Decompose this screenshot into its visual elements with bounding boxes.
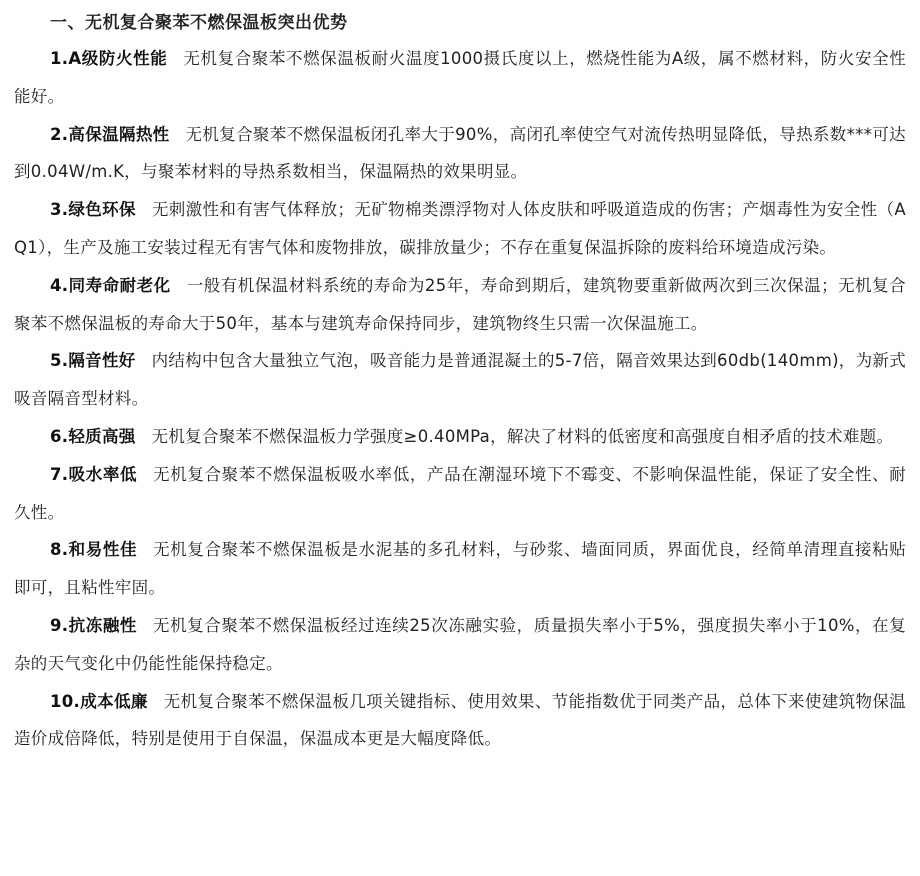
- advantage-item-2: [14, 116, 906, 192]
- item-title: A级防火性能: [68, 49, 168, 68]
- advantage-item-1: [14, 40, 906, 116]
- item-number: 8.: [50, 540, 69, 560]
- item-number: 5.: [50, 351, 69, 371]
- item-body: 无刺激性和有害气体释放；无矿物棉类漂浮物对人体皮肤和呼吸道造成的伤害；产烟毒性为安全性（AQ1），生产及施工安装过程无有害气体和废物排放，碳排放量少；不存在重复保温拆除的废料给环境造成污染。: [14, 200, 906, 257]
- item-number: 4.: [50, 275, 69, 295]
- item-number: 6.: [50, 426, 69, 446]
- item-title: 高保温隔热性: [68, 124, 170, 144]
- item-body: 无机复合聚苯不燃保温板是水泥基的多孔材料，与砂浆、墙面同质，界面优良，经简单清理直接粘贴即可，且粘性牢固。: [14, 540, 907, 598]
- advantage-item-3: [14, 191, 906, 267]
- advantage-item-4: [14, 267, 906, 343]
- advantage-item-10: [14, 683, 906, 759]
- item-body: 一般有机保温材料系统的寿命为25年，寿命到期后，建筑物要重新做两次到三次保温；无机复合聚苯不燃保温板的寿命大于50年，基本与建筑寿命保持同步，建筑物终生只需一次保温施工。: [14, 275, 906, 333]
- advantage-item-6: [14, 418, 906, 456]
- item-number: 3.: [50, 200, 69, 220]
- item-body: 无机复合聚苯不燃保温板耐火温度1000摄氏度以上，燃烧性能为A级，属不燃材料，防火安全性能好。: [14, 49, 906, 106]
- item-body: 无机复合聚苯不燃保温板闭孔率大于90%，高闭孔率使空气对流传热明显降低，导热系数***可达到0.04W/m.K，与聚苯材料的导热系数相当，保温隔热的效果明显。: [14, 124, 906, 182]
- item-title: 成本低廉: [80, 691, 148, 711]
- item-title: 绿色环保: [68, 200, 136, 220]
- advantage-item-8: [14, 531, 906, 607]
- item-title: 轻质高强: [68, 426, 136, 446]
- section-heading: 一、无机复合聚苯不燃保温板突出优势: [50, 13, 348, 33]
- item-body: 内结构中包含大量独立气泡，吸音能力是普通混凝土的5-7倍，隔音效果达到60db(140mm)，为新式吸音隔音型材料。: [14, 351, 907, 409]
- article: [14, 6, 906, 758]
- item-title: 隔音性好: [68, 351, 136, 371]
- advantage-item-7: [14, 456, 906, 532]
- advantage-item-5: [14, 342, 906, 418]
- item-title: 吸水率低: [68, 464, 138, 484]
- item-body: 无机复合聚苯不燃保温板几项关键指标、使用效果、节能指数优于同类产品，总体下来使建筑物保温造价成倍降低，特别是使用于自保温，保温成本更是大幅度降低。: [14, 691, 906, 749]
- item-title: 同寿命耐老化: [68, 275, 171, 295]
- item-number: 10.: [50, 691, 81, 711]
- item-body: 无机复合聚苯不燃保温板经过连续25次冻融实验，质量损失率小于5%，强度损失率小于10%，在复杂的天气变化中仍能性能保持稳定。: [14, 615, 906, 673]
- item-number: 1.: [50, 49, 69, 68]
- item-number: 7.: [50, 464, 69, 484]
- item-body: 无机复合聚苯不燃保温板力学强度≥0.40MPa，解决了材料的低密度和高强度自相矛盾的技术难题。: [151, 426, 894, 446]
- advantage-item-9: [14, 607, 906, 683]
- item-title: 和易性佳: [68, 540, 138, 560]
- item-number: 9.: [50, 615, 69, 635]
- item-body: 无机复合聚苯不燃保温板吸水率低，产品在潮湿环境下不霉变、不影响保温性能，保证了安全性、耐久性。: [14, 464, 907, 522]
- item-title: 抗冻融性: [68, 615, 138, 635]
- item-number: 2.: [50, 124, 69, 144]
